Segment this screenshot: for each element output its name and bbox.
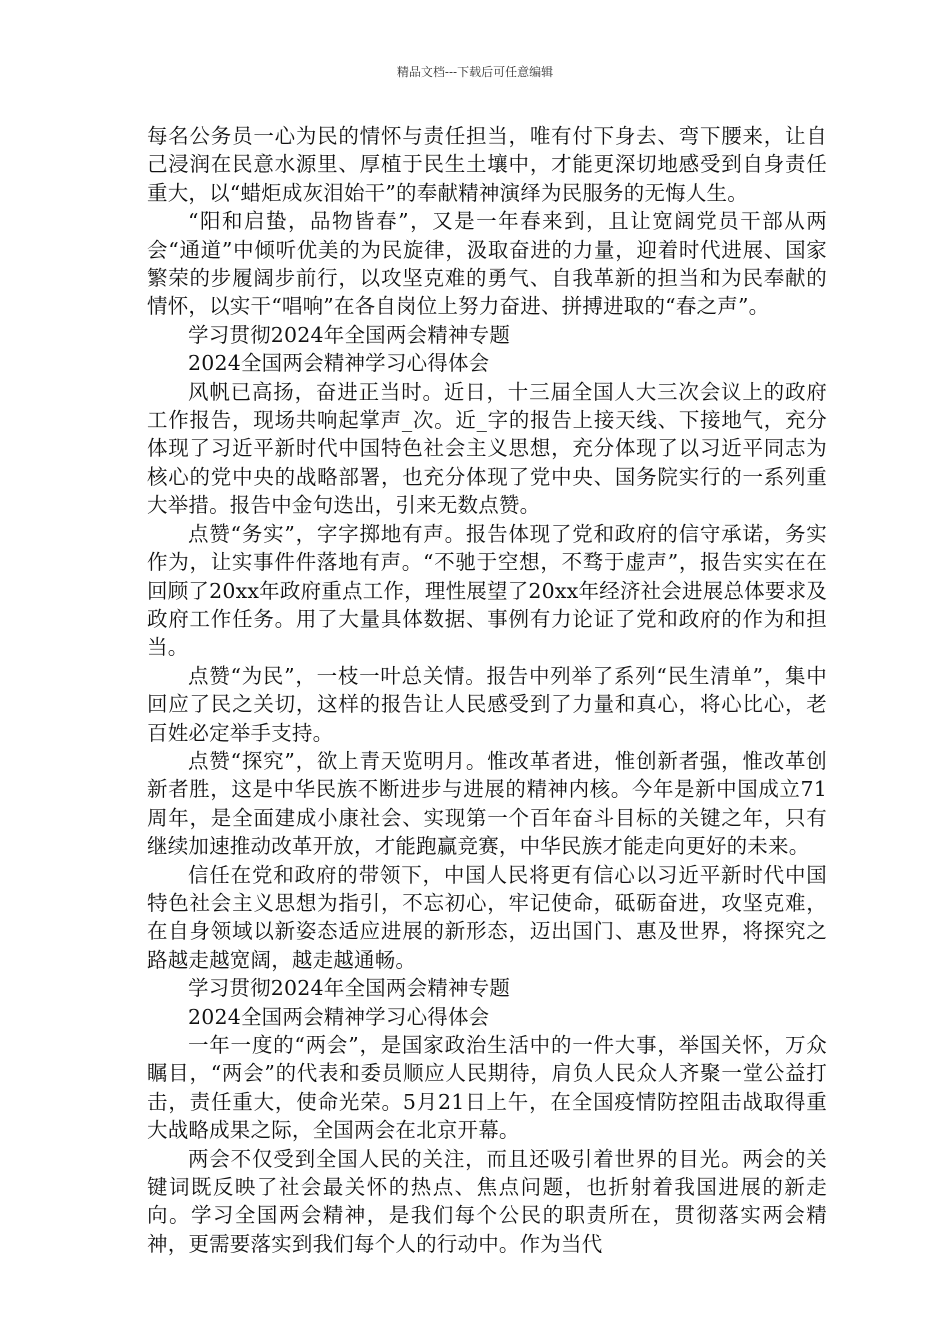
paragraph-5: 点赞“为民”，一枝一叶总关情。报告中列举了系列“民生清单”，集中回应了民之关切，这样的报告让人民感受到了力量和真心，将心比心，老百姓必定举手支持。 [147, 663, 827, 745]
paragraph-7: 信任在党和政府的带领下，中国人民将更有信心以习近平新时代中国特色社会主义思想为指引，不忘初心，牢记使命，砥砺奋进，攻坚克难，在自身领域以新姿态适应进展的新形态，迈出国门、惠及世界，将探究之路越走越宽阔，越走越通畅。 [147, 862, 827, 972]
paragraph-4: 点赞“务实”，字字掷地有声。报告体现了党和政府的信守承诺，务实作为，让实事件件落地有声。“不驰于空想，不骛于虚声”，报告实实在在回顾了20xx年政府重点工作，理性展望了20xx年经济社会进展总体要求及政府工作任务。用了大量具体数据、事例有力论证了党和政府的作为和担当。 [147, 521, 827, 660]
paragraph-9: 两会不仅受到全国人民的关注，而且还吸引着世界的目光。两会的关键词既反映了社会最关怀的热点、焦点问题，也折射着我国进展的新走向。学习全国两会精神，是我们每个公民的职责所在，贯彻落实两会精神，更需要落实到我们每个人的行动中。作为当代 [147, 1146, 827, 1256]
paragraph-2: “阳和启蛰，品物皆春”，又是一年春来到，且让宽阔党员干部从两会“通道”中倾听优美的为民旋律，汲取奋进的力量，迎着时代进展、国家繁荣的步履阔步前行，以攻坚克难的勇气、自我革新的担当和为民奉献的情怀，以实干“唱响”在各自岗位上努力奋进、拼搏进取的“春之声”。 [147, 209, 827, 319]
paragraph-1: 每名公务员一心为民的情怀与责任担当，唯有付下身去、弯下腰来，让自己浸润在民意水源里、厚植于民生土壤中，才能更深切地感受到自身责任重大，以“蜡炬成灰泪始干”的奉献精神演绎为民服务的无悔人生。 [147, 124, 827, 205]
paragraph-6: 点赞“探究”，欲上青天览明月。惟改革者进，惟创新者强，惟改革创新者胜，这是中华民族不断进步与进展的精神内核。今年是新中国成立71周年，是全面建成小康社会、实现第一个百年奋斗目标的关键之年，只有继续加速推动改革开放，才能跑赢竞赛，中华民族才能走向更好的未来。 [147, 748, 827, 859]
paragraph-3: 风帆已高扬，奋进正当时。近日，十三届全国人大三次会议上的政府工作报告，现场共响起掌声_次。近_字的报告上接天线、下接地气，充分体现了习近平新时代中国特色社会主义思想，充分体现了以习近平同志为核心的党中央的战略部署，也充分体现了党中央、国务院实行的一系列重大举措。报告中金句迭出，引来无数点赞。 [147, 379, 827, 518]
document-body [147, 122, 827, 1258]
paragraph-8: 一年一度的“两会”，是国家政治生活中的一件大事，举国关怀，万众瞩目，“两会”的代表和委员顺应人民期待，肩负人民众人齐聚一堂公益打击，责任重大，使命光荣。5月21日上午，在全国疫情防控阻击战取得重大战略成果之际，全国两会在北京开幕。 [147, 1033, 827, 1143]
section-heading-2: 学习贯彻2024年全国两会精神专题 [188, 976, 511, 1001]
section-subheading-1: 2024全国两会精神学习心得体会 [188, 351, 490, 376]
section-heading-1: 学习贯彻2024年全国两会精神专题 [188, 322, 511, 347]
page-header: 精品文档---下载后可任意编辑 [396, 65, 554, 79]
section-subheading-2: 2024全国两会精神学习心得体会 [188, 1004, 490, 1029]
